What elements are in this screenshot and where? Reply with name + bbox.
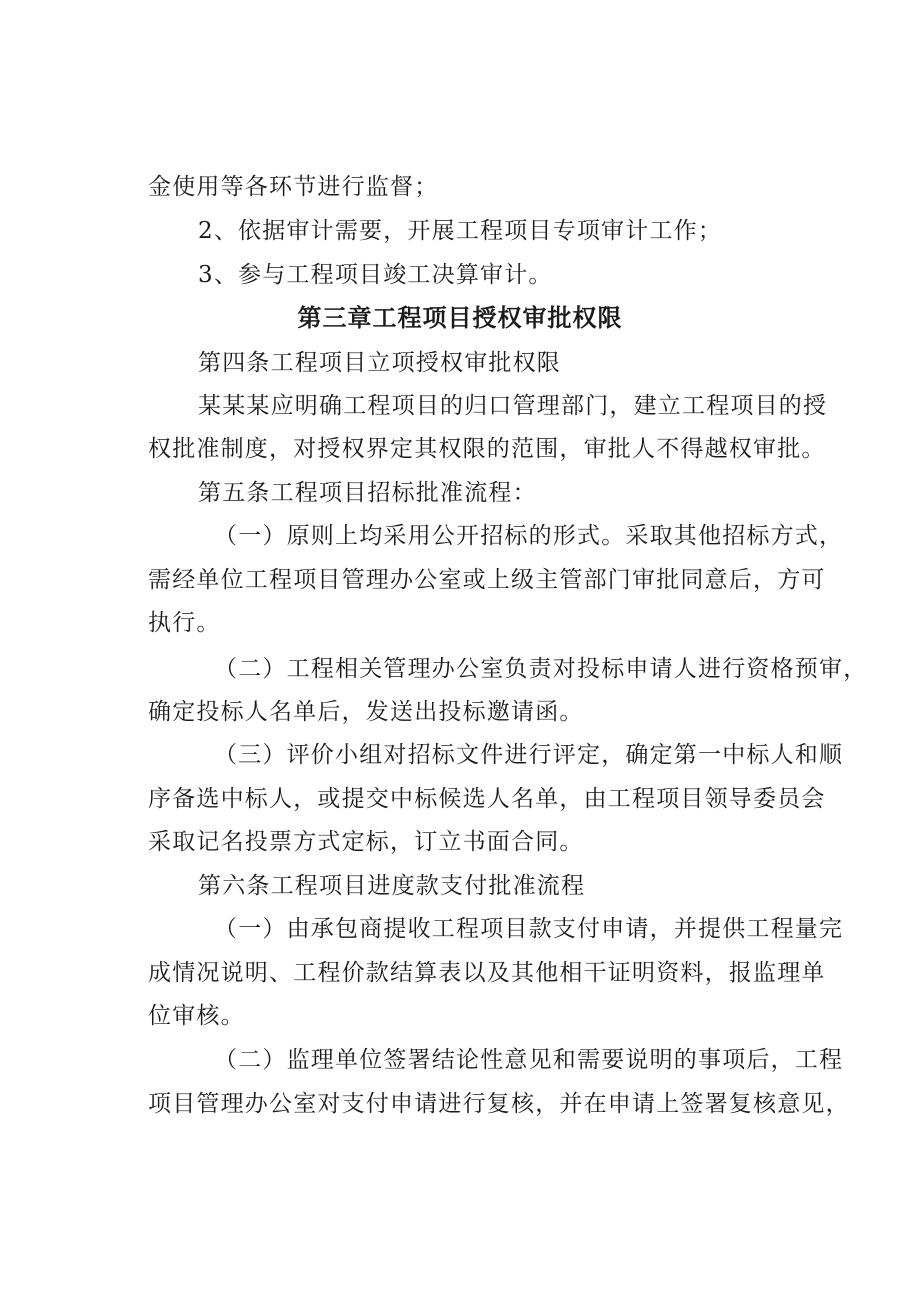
chapter-heading: 第三章工程项目授权审批权限 <box>297 304 623 332</box>
paragraph-line: 采取记名投票方式定标，订立书面合同。 <box>148 829 584 855</box>
paragraph-line: （一）原则上均采用公开招标的形式。采取其他招标方式， <box>214 523 844 549</box>
paragraph-line: 执行。 <box>148 610 221 636</box>
paragraph-line: 序备选中标人，或提交中标候选人名单，由工程项目领导委员会 <box>148 786 826 812</box>
paragraph-line: 位审核。 <box>148 1003 245 1029</box>
paragraph-line: 成情况说明、工程价款结算表以及其他相干证明资料，报监理单 <box>148 960 826 986</box>
paragraph-line: 需经单位工程项目管理办公室或上级主管部门审批同意后，方可 <box>148 567 826 593</box>
paragraph-line: 确定投标人名单后，发送出投标邀请函。 <box>148 699 584 725</box>
list-item: 2、依据审计需要，开展工程项目专项审计工作； <box>198 218 723 244</box>
paragraph-line: 权批准制度，对授权界定其权限的范围，审批人不得越权审批。 <box>148 436 826 462</box>
article-title: 第四条工程项目立项授权审批权限 <box>198 350 561 376</box>
paragraph-line: （一）由承包商提收工程项目款支付申请，并提供工程量完 <box>214 916 844 942</box>
paragraph-line: 某某某应明确工程项目的归口管理部门，建立工程项目的授 <box>198 393 828 419</box>
paragraph-line: （二）工程相关管理办公室负责对投标申请人进行资格预审， <box>214 656 868 682</box>
article-title: 第六条工程项目进度款支付批准流程 <box>198 873 586 899</box>
article-title: 第五条工程项目招标批准流程： <box>198 480 537 506</box>
paragraph-line: 项目管理办公室对支付申请进行复核，并在申请上签署复核意见， <box>148 1091 850 1117</box>
paragraph-line: （三）评价小组对招标文件进行评定，确定第一中标人和顺 <box>214 742 844 768</box>
paragraph-line: （二）监理单位签署结论性意见和需要说明的事项后，工程 <box>214 1047 844 1073</box>
list-item: 3、参与工程项目竣工决算审计。 <box>198 262 553 288</box>
paragraph-line: 金使用等各环节进行监督； <box>148 174 439 200</box>
